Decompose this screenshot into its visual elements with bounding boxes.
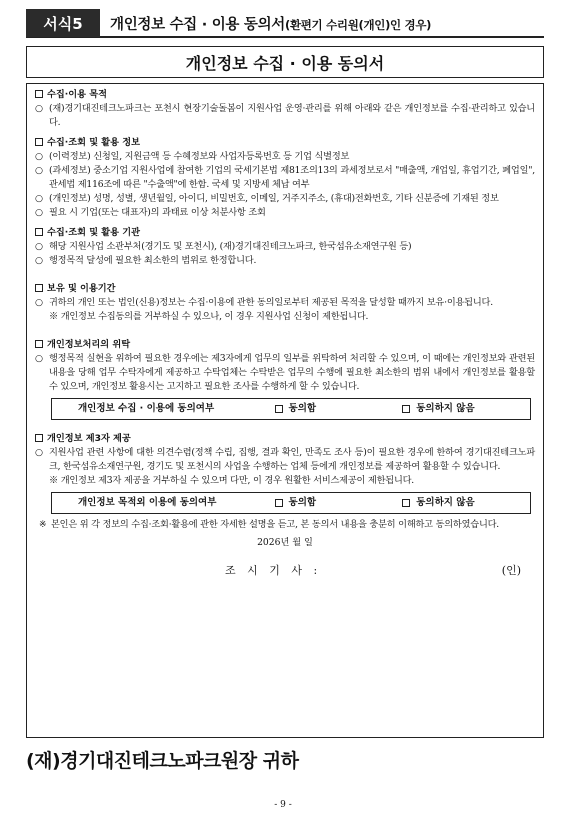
section-heading-info: 수집·조회 및 활용 정보: [35, 136, 535, 150]
checkbox-square-icon: [35, 434, 43, 442]
checkbox-square-icon: [275, 499, 283, 507]
page-number: - 9 -: [274, 800, 292, 810]
header-subtitle: (환편기 수리원(개인)인 경우): [284, 17, 432, 32]
circle-bullet-icon: ○: [35, 207, 43, 218]
section-heading-purpose: 수집·이용 목적: [35, 88, 535, 102]
circle-bullet-icon: ○: [35, 103, 43, 114]
list-item: ○ 필요 시 기업(또는 대표자)의 과태료 이상 처분사항 조회: [35, 207, 266, 218]
list-item: ○ (과세정보) 중소기업 지원사업에 참여한 기업의 국세기본법 제81조의13의 과세정보로서 "매출액, 개업일, 휴업기간, 폐업일", 관세법 제116조에 따른 "수출액"에 한함. 국세 및 지방세 체납 여부: [35, 165, 535, 190]
section-heading-agencies: 수집·조회 및 활용 기관: [35, 226, 535, 240]
checkbox-square-icon: [402, 499, 410, 507]
circle-bullet-icon: ○: [35, 193, 43, 204]
list-item: ○ (개인정보) 성명, 성별, 생년월일, 아이디, 비밀번호, 이메일, 거주지주소, (휴대)전화번호, 기타 신분증에 기재된 정보: [35, 193, 499, 204]
list-item: ○ 귀하의 개인 또는 법인(신용)정보는 수집·이용에 관한 동의일로부터 제공된 목적을 달성할 때까지 보유·이용됩니다.: [35, 297, 493, 308]
section-note: ※ 개인정보 제3자 제공을 거부하실 수 있으며 다만, 이 경우 원활한 서비스제공이 제한됩니다.: [49, 475, 415, 486]
disagree-checkbox[interactable]: 동의하지 않음: [402, 496, 530, 510]
circle-bullet-icon: ○: [35, 241, 43, 252]
section-heading-outsourcing: 개인정보처리의 위탁: [35, 338, 535, 352]
document-title: 개인정보 수집 · 이용 동의서: [26, 46, 544, 78]
checkbox-square-icon: [35, 228, 43, 236]
checkbox-square-icon: [402, 405, 410, 413]
circle-bullet-icon: ○: [35, 297, 43, 308]
disagree-checkbox[interactable]: 동의하지 않음: [402, 402, 530, 416]
consent-box-other-use: [51, 492, 531, 514]
section-note: ※ 개인정보 수집동의를 거부하실 수 있으나, 이 경우 지원사업 신청이 제한됩니다.: [49, 311, 369, 322]
list-item: ○ 행정목적 실현을 위하여 필요한 경우에는 제3자에게 업무의 일부를 위탁하여 처리할 수 있으며, 이 때에는 개인정보와 관련된 내용을 당해 업무 수탁자에게 제공하고 수탁업체는 수탁받은 업무의 수행에 필요한 최소한의 범위 내에서 개인정보를 활용할 수 있으며, 개인정보 활용시는 고지하고 필요한 조사를 수행하게 할 수 있습니다.: [35, 353, 535, 392]
signature-line: [35, 564, 535, 578]
note-mark: ※: [39, 519, 47, 530]
list-item: ○ (재)경기대진테크노파크는 포천시 현장기술돌봄이 지원사업 운영·관리를 위해 아래와 같은 개인정보를 수집·관리하고 있습니다.: [35, 103, 535, 128]
consent-question: 개인정보 목적외 이용에 동의여부: [78, 497, 217, 508]
section-heading-third-party: 개인정보 제3자 제공: [35, 432, 535, 446]
checkbox-square-icon: [35, 90, 43, 98]
signer-label: 조 시 기 사 :: [225, 564, 322, 577]
recipient-line: (재)경기대진테크노파크원장 귀하: [26, 750, 299, 772]
list-item: ○ 지원사업 관련 사항에 대한 의견수렴(정책 수립, 집행, 결과 확인, 만족도 조사 등)이 필요한 경우에 한하여 경기대진테크노파크, 한국섬유소재연구원, 경기도 및 포천시의 사업을 수행하는 업체 등에게 개인정보를 제공하여 활용할 수 있습니다.: [35, 447, 535, 472]
consent-question: 개인정보 수집 · 이용에 동의여부: [78, 403, 215, 414]
final-statement: ※ 본인은 위 각 정보의 수집·조회·활용에 관한 자세한 설명을 듣고, 본 동의서 내용을 충분히 이해하고 동의하였습니다.: [35, 518, 535, 532]
checkbox-square-icon: [275, 405, 283, 413]
checkbox-square-icon: [35, 340, 43, 348]
seal-mark: (인): [501, 564, 521, 577]
circle-bullet-icon: ○: [35, 151, 43, 162]
consent-box-collection: [51, 398, 531, 420]
agree-checkbox[interactable]: 동의함: [275, 496, 403, 510]
form-number-tag: 서식5: [26, 9, 100, 37]
checkbox-square-icon: [35, 284, 43, 292]
list-item: ○ 행정목적 달성에 필요한 최소한의 범위로 한정합니다.: [35, 255, 257, 266]
form-header-title: [110, 13, 431, 34]
section-heading-retention: 보유 및 이용기간: [35, 282, 535, 296]
circle-bullet-icon: ○: [35, 353, 43, 364]
header-title-text: 개인정보 수집 · 이용 동의서: [110, 16, 285, 33]
list-item: ○ (이력정보) 신청일, 지원금액 등 수혜정보와 사업자등록번호 등 기업 식별정보: [35, 151, 350, 162]
circle-bullet-icon: ○: [35, 165, 43, 176]
circle-bullet-icon: ○: [35, 447, 43, 458]
agree-checkbox[interactable]: 동의함: [275, 402, 403, 416]
form-header: [26, 10, 544, 38]
circle-bullet-icon: ○: [35, 255, 43, 266]
consent-form-body: [26, 83, 544, 738]
checkbox-square-icon: [35, 138, 43, 146]
list-item: ○ 해당 지원사업 소관부처(경기도 및 포천시), (재)경기대진테크노파크, 한국섬유소재연구원 등): [35, 241, 412, 252]
date-field[interactable]: 2026년 월 일: [257, 537, 313, 548]
